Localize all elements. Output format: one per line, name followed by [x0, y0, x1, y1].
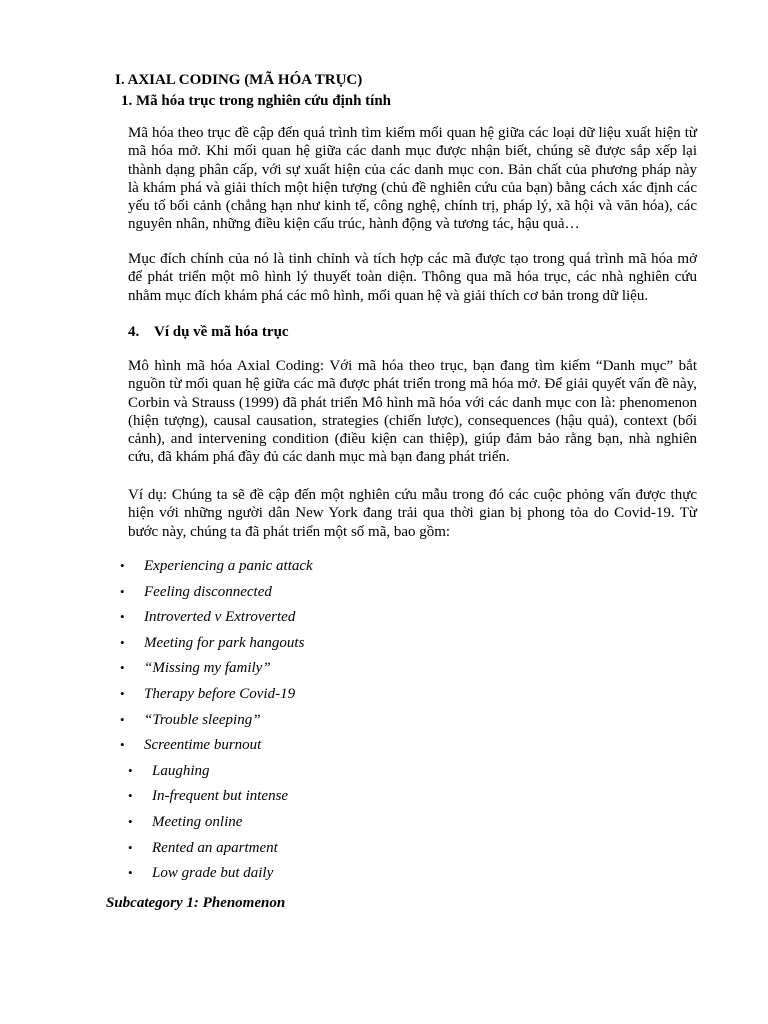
- list-item: [0, 863, 768, 889]
- subcategory-heading: Subcategory 1: Phenomenon: [106, 895, 286, 911]
- list-item: [0, 582, 768, 608]
- list-item: [0, 735, 768, 761]
- bullet-icon: •: [128, 813, 133, 829]
- paragraph-example: Ví dụ: Chúng ta sẽ đề cập đến một nghiên cứu mẫu trong đó các cuộc phỏng vấn được thực hiện với những người dân New York đang trải qua thời gian bị phong tỏa do Covid-19. Từ bước này, chúng ta đã phát triển một số mã, bao gồm:: [128, 487, 697, 540]
- code-label: “Missing my family”: [144, 660, 271, 677]
- code-label: Meeting online: [152, 813, 243, 830]
- list-item: [0, 556, 768, 582]
- list-item: [0, 761, 768, 787]
- code-label: Experiencing a panic attack: [144, 558, 313, 574]
- example-heading-text: Ví dụ về mã hóa trục: [154, 324, 289, 340]
- bullet-icon: •: [128, 865, 133, 881]
- list-item: [0, 607, 768, 633]
- bullet-icon: •: [120, 609, 125, 625]
- bullet-icon: •: [128, 788, 133, 804]
- bullet-icon: •: [120, 737, 125, 753]
- bullet-icon: •: [120, 685, 125, 701]
- list-item: [0, 812, 768, 838]
- example-heading: [128, 324, 289, 341]
- list-item: [0, 658, 768, 684]
- bullet-icon: •: [128, 839, 133, 855]
- list-item: [0, 786, 768, 812]
- list-item: [0, 633, 768, 659]
- bullet-icon: •: [120, 711, 125, 727]
- code-label: Screentime burnout: [144, 737, 262, 754]
- code-label: Meeting for park hangouts: [144, 634, 305, 651]
- bullet-icon: •: [120, 583, 125, 599]
- paragraph-coding-model: Mô hình mã hóa Axial Coding: Với mã hóa theo trục, bạn đang tìm kiếm “Danh mục” bắt nguồn từ mối quan hệ giữa các mã được phát triển trong mã hóa mở. Để giải quyết vấn đề này, Corbin và Strauss (1999) đã phát triển Mô hình mã hóa với các danh mục con là: phenomenon (hiện tượng), causal causation, strategies (chiến lược), consequences (hậu quả), context (bối cảnh), and intervening condition (điều kiện can thiệp), giúp đảm bảo rằng bạn, nhà nghiên cứu, đã khám phá đầy đủ các danh mục mà bạn đang phát triển.: [128, 358, 697, 466]
- paragraph-purpose: Mục đích chính của nó là tinh chỉnh và tích hợp các mã được tạo trong quá trình mã hóa mở để phát triển một mô hình lý thuyết toàn diện. Thông qua mã hóa trục, các nhà nghiên cứu nhằm mục đích khám phá các mô hình, mối quan hệ và giải thích cơ bản trong dữ liệu.: [128, 251, 697, 304]
- example-heading-number: 4.: [128, 324, 140, 340]
- bullet-icon: •: [120, 634, 125, 650]
- code-label: Low grade but daily: [152, 865, 274, 882]
- code-label: Therapy before Covid-19: [144, 685, 296, 702]
- list-item: [0, 838, 768, 864]
- code-label: “Trouble sleeping”: [144, 711, 261, 728]
- code-label: In-frequent but intense: [152, 788, 289, 805]
- subsection-heading: 1. Mã hóa trục trong nghiên cứu định tính: [121, 93, 392, 109]
- code-label: Feeling disconnected: [144, 583, 272, 600]
- code-label: Introverted v Extroverted: [144, 609, 296, 626]
- bullet-icon: •: [120, 660, 125, 676]
- bullet-icon: •: [120, 558, 125, 573]
- code-label: Laughing: [152, 762, 210, 779]
- section-heading: I. AXIAL CODING (MÃ HÓA TRỤC): [115, 72, 363, 88]
- code-label: Rented an apartment: [152, 839, 278, 856]
- paragraph-definition: Mã hóa theo trục đề cập đến quá trình tìm kiếm mối quan hệ giữa các loại dữ liệu xuất hiện từ mã hóa mở. Khi mối quan hệ giữa các danh mục được nhận biết, chúng sẽ được sắp xếp lại thành dạng phân cấp, với sự xuất hiện của các danh mục con. Bản chất của phương pháp này là khám phá và giải thích một hiện tượng (chủ đề nghiên cứu của bạn) bằng cách xác định các yếu tố bối cảnh (chẳng hạn như kinh tế, công nghệ, chính trị, pháp lý, xã hội và văn hóa), các nguyên nhân, những điều kiện cấu trúc, hành động và tương tác, hậu quả…: [128, 125, 697, 233]
- bullet-icon: •: [128, 762, 133, 778]
- list-item: [0, 710, 768, 736]
- codes-list: [0, 556, 768, 889]
- list-item: [0, 684, 768, 710]
